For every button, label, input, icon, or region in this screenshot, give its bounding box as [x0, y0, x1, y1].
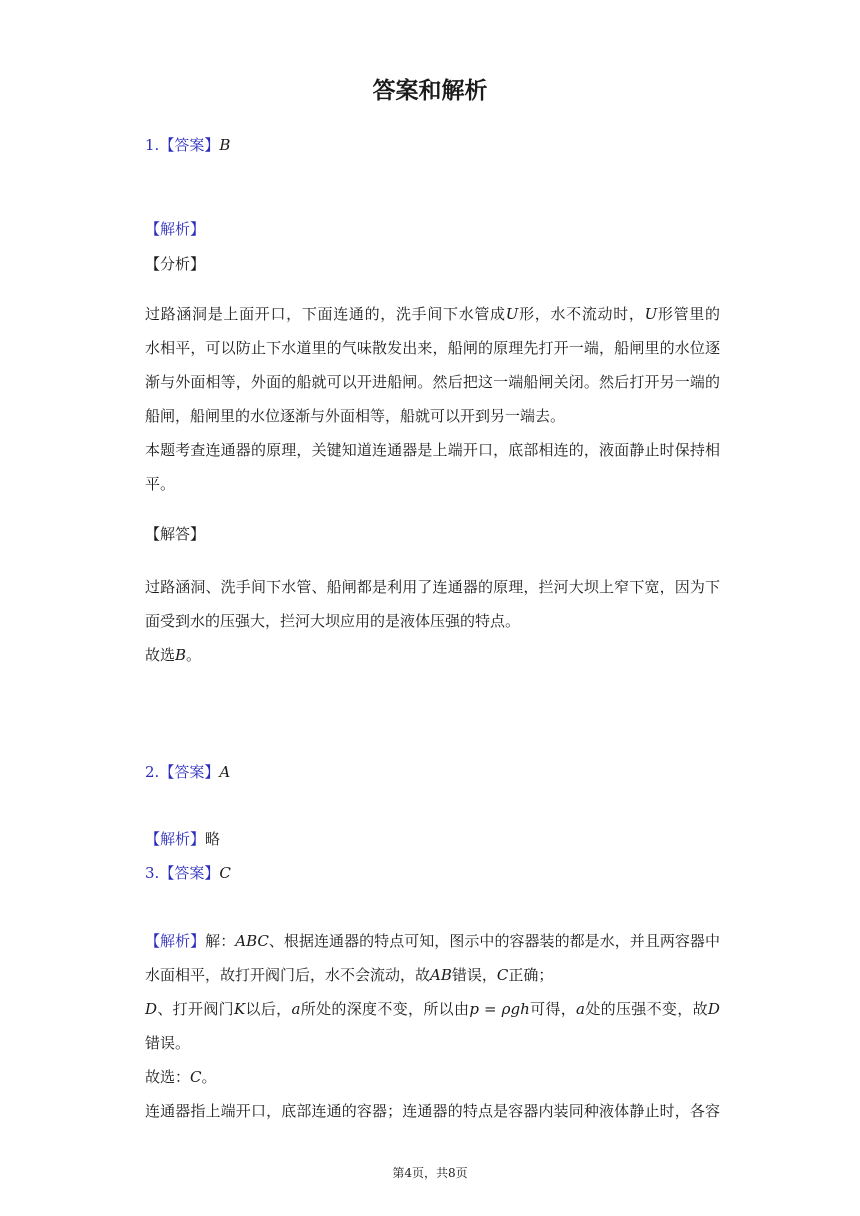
text-span: 以后， [245, 1000, 292, 1018]
text-span: 形，水不流动时， [518, 305, 645, 323]
text-span: C [496, 966, 509, 984]
q3-answer-line [145, 862, 720, 884]
text-span: U [505, 305, 519, 323]
q1-number: 1. [145, 136, 160, 154]
text-span: C [190, 1068, 202, 1086]
q1-jieda-line-2: 面受到水的压强大，拦河大坝应用的是液体压强的特点。 [145, 612, 521, 630]
q3-analysis-line-4: 错误。 [145, 1034, 191, 1052]
q2-analysis-tag: 【解析】 [145, 830, 206, 848]
text-span: U [644, 305, 658, 323]
q3-answer-tag: 【答案】 [159, 864, 220, 882]
page-title: 答案和解析 [372, 78, 488, 104]
text-span: 处的压强不变，故 [585, 1000, 708, 1018]
text-span: B [175, 646, 187, 664]
text-span: 故选 [145, 646, 176, 664]
text-span: 解： [205, 932, 236, 950]
q2-answer-line [145, 761, 720, 783]
text-span: K [233, 1000, 246, 1018]
text-span: AB [430, 966, 452, 984]
q1-fenxi-line-5: 本题考查连通器的原理，关键知道连通器是上端开口，底部相连的，液面静止时保持相 [145, 441, 720, 459]
text-span: a [291, 1000, 301, 1018]
text-span: 水面相平，故打开阀门后，水不会流动，故 [145, 966, 431, 984]
q1-fenxi-line-3: 渐与外面相等，外面的船就可以开进船闸。然后把这一端船闸关闭。然后打开另一端的 [145, 373, 720, 391]
q3-analysis-line-3 [145, 998, 720, 1020]
text-span: D [707, 1000, 720, 1018]
text-span: 故选： [145, 1068, 191, 1086]
text-span: 所处的深度不变，所以由 [300, 1000, 470, 1018]
q2-answer-tag: 【答案】 [159, 763, 220, 781]
q2-analysis-line [145, 828, 720, 850]
q1-answer-tag: 【答案】 [159, 136, 220, 154]
q1-answer-line [145, 134, 720, 156]
q2-answer: A [219, 763, 231, 781]
q2-number: 2. [145, 763, 160, 781]
q3-answer: C [219, 864, 231, 882]
q1-answer: B [219, 136, 231, 154]
text-span: 。 [201, 1068, 217, 1086]
q1-fenxi-line-6: 平。 [145, 475, 176, 493]
q1-jieda-line-1: 过路涵洞、洗手间下水管、船闸都是利用了连通器的原理，拦河大坝上窄下宽，因为下 [145, 578, 720, 596]
q1-analysis-tag: 【解析】 [145, 220, 206, 238]
q1-jieda-tag: 【解答】 [145, 525, 206, 543]
text-span: D [145, 1000, 158, 1018]
q3-analysis-line-6: 连通器指上端开口，底部连通的容器；连通器的特点是容器内装同种液体静止时，各容 [145, 1102, 720, 1120]
q3-analysis-line-2 [145, 964, 720, 986]
q2-analysis: 略 [205, 830, 221, 848]
text-span: 过路涵洞是上面开口，下面连通的，洗手间下水管成 [145, 305, 506, 323]
formula: p = ρgh [469, 1000, 530, 1018]
text-span: 可得， [529, 1000, 577, 1018]
text-span: 正确； [508, 966, 554, 984]
text-span: 形管里的 [657, 305, 720, 323]
q1-fenxi-tag: 【分析】 [145, 255, 206, 273]
text-span: a [576, 1000, 585, 1018]
text-span: ABC [235, 932, 269, 950]
q1-fenxi-line-4: 船闸，船闸里的水位逐渐与外面相等，船就可以开到另一端去。 [145, 407, 566, 425]
q1-fenxi-line-1 [145, 303, 720, 325]
q1-jieda-line-3 [145, 644, 720, 666]
text-span: 、根据连通器的特点可知，图示中的容器装的都是水，并且两容器中 [268, 932, 720, 950]
q3-analysis-tag: 【解析】 [145, 932, 206, 950]
q3-analysis-line-1 [145, 930, 720, 952]
q3-number: 3. [145, 864, 160, 882]
text-span: 错误， [451, 966, 497, 984]
text-span: 。 [186, 646, 202, 664]
q1-fenxi-line-2: 水相平，可以防止下水道里的气味散发出来，船闸的原理先打开一端，船闸里的水位逐 [145, 339, 720, 357]
text-span: 、打开阀门 [157, 1000, 234, 1018]
page-footer: 第4页，共8页 [392, 1166, 468, 1180]
q3-analysis-line-5 [145, 1066, 720, 1088]
